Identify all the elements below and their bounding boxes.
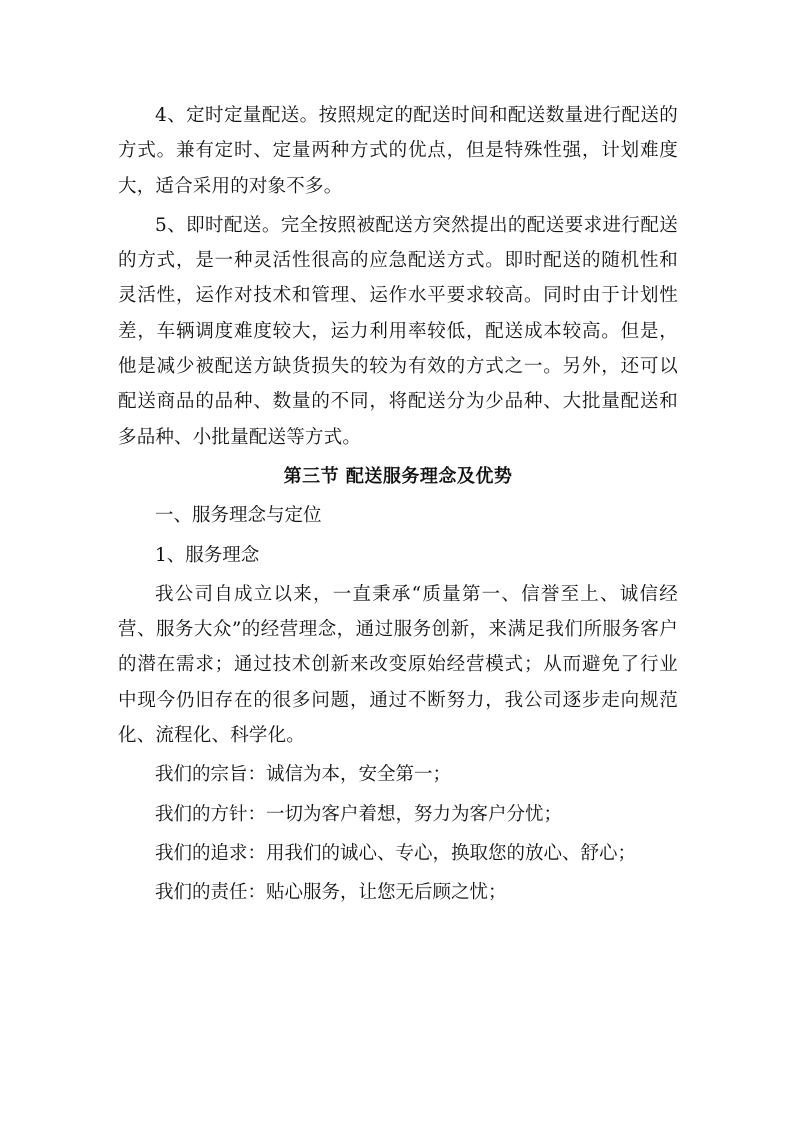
document-body: [118, 98, 678, 911]
tenet-purpose: 我们的宗旨：诚信为本，安全第一；: [155, 764, 452, 786]
section-title: 第三节 配送服务理念及优势: [283, 465, 513, 487]
paragraph-instant-delivery: 5、即时配送。完全按照被配送方突然提出的配送要求进行配送的方式，是一种灵活性很高的应急配送方式。即时配送的随机性和灵活性，运作对技术和管理、运作水平要求较高。同时由于计划性差，车辆调度难度较大，运力利用率较低，配送成本较高。但是，他是减少被配送方缺货损失的较为有效的方式之一。另外，还可以配送商品的品种、数量的不同，将配送分为少品种、大批量配送和多品种、小批量配送等方式。: [118, 214, 678, 448]
tenet-responsibility: 我们的责任：贴心服务，让您无后顾之忧；: [155, 882, 507, 904]
subheading-service-philosophy: 1、服务理念: [155, 544, 260, 566]
paragraph-timed-quantity-delivery: 4、定时定量配送。按照规定的配送时间和配送数量进行配送的方式。兼有定时、定量两种方式的优点，但是特殊性强，计划难度大，适合采用的对象不多。: [118, 105, 678, 197]
subheading-service-philosophy-positioning: 一、服务理念与定位: [155, 505, 322, 527]
paragraph-company-philosophy: 我公司自成立以来，一直秉承“质量第一、信誉至上、诚信经营、服务大众”的经营理念，通过服务创新，来满足我们所服务客户的潜在需求；通过技术创新来改变原始经营模式；从而避免了行业中现今仍旧存在的很多问题，通过不断努力，我公司逐步走向规范化、流程化、科学化。: [118, 583, 678, 747]
tenet-policy: 我们的方针：一切为客户着想，努力为客户分忧；: [155, 803, 563, 825]
tenet-pursuit: 我们的追求：用我们的诚心、专心，换取您的放心、舒心；: [155, 842, 637, 864]
